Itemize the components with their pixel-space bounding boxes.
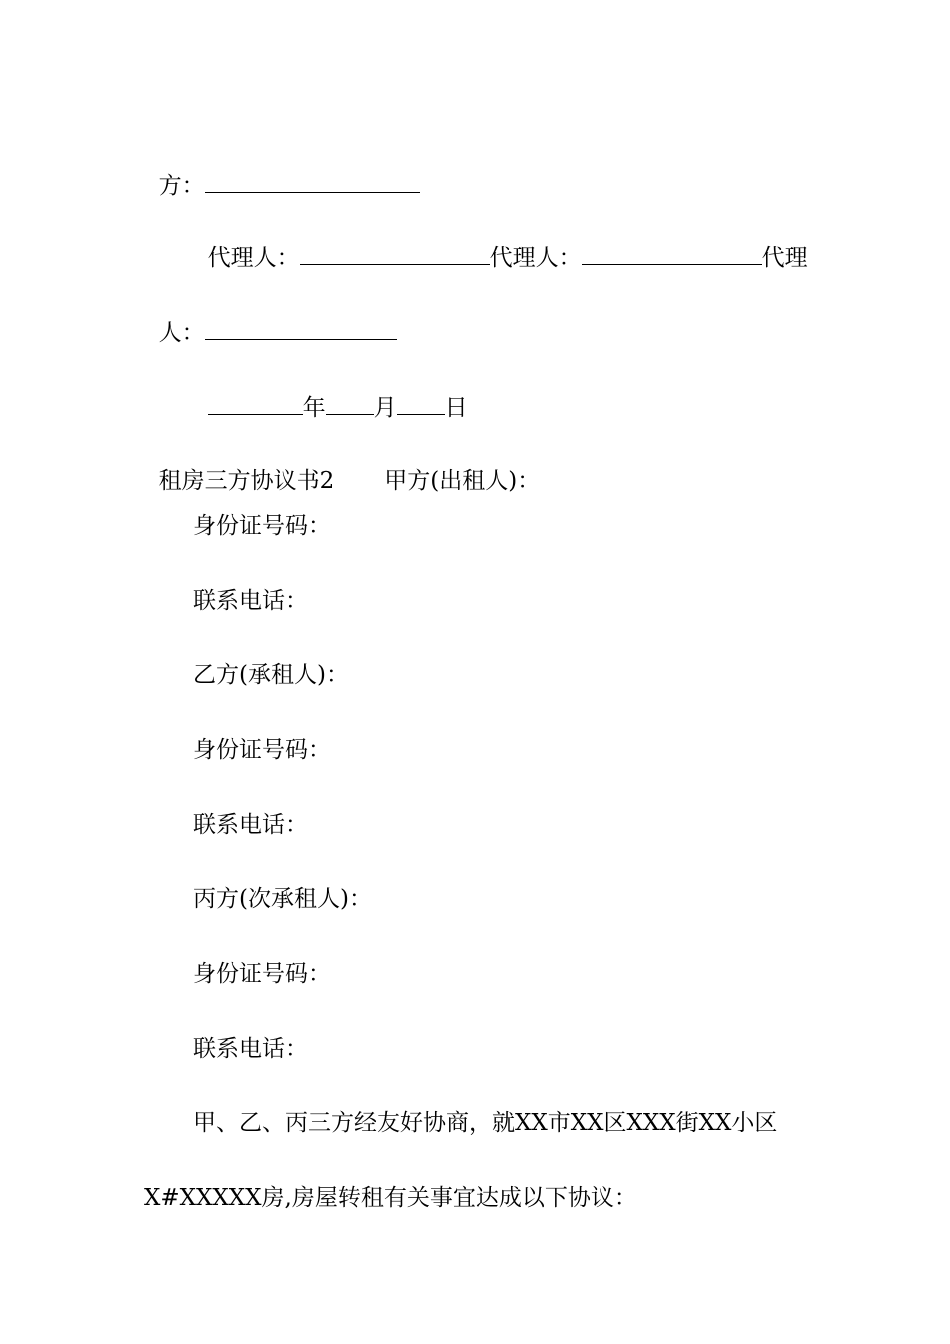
agent-label-1: 代理人： <box>207 245 300 271</box>
year-label: 年 <box>302 395 326 421</box>
text-line-agent-cont <box>144 287 397 348</box>
line-text: 联系电话： <box>193 1036 308 1062</box>
text-line-phone-a <box>193 586 308 616</box>
text-line-id-a <box>193 511 331 541</box>
blank-underline <box>205 317 397 340</box>
line-text: 联系电话： <box>193 588 308 614</box>
text-line-id-b <box>193 735 331 765</box>
blank-underline <box>582 242 762 265</box>
line-text: 联系电话： <box>193 812 308 838</box>
text-line-body-2 <box>144 1183 637 1213</box>
party-a-label: 甲方(出租人)： <box>384 468 541 494</box>
agreement-title: 租房三方协议书2 <box>158 468 335 494</box>
line-text: 甲、乙、丙三方经友好协商，就XX市XX区XXX街XX小区 <box>193 1110 778 1136</box>
line-text: 身份证号码： <box>193 513 331 539</box>
line-text: 乙方(承租人)： <box>193 662 349 688</box>
text-line-party-b <box>193 660 349 690</box>
agent-label-3: 代理 <box>761 245 808 271</box>
line-text: 身份证号码： <box>193 961 331 987</box>
text-line-agents <box>193 212 808 273</box>
month-blank <box>326 392 374 415</box>
text-line-party-fang <box>144 140 420 201</box>
day-blank <box>397 392 445 415</box>
line-text: X#XXXXX房,房屋转租有关事宜达成以下协议： <box>144 1185 637 1211</box>
line-text: 丙方(次承租人)： <box>193 886 372 912</box>
agent-label-2: 代理人： <box>489 245 582 271</box>
date-line <box>193 362 468 423</box>
line-text: 身份证号码： <box>193 737 331 763</box>
blank-underline <box>205 170 420 193</box>
line-text: 方： <box>158 173 205 199</box>
text-line-phone-b <box>193 810 308 840</box>
line-text: 人： <box>158 320 205 346</box>
text-line-party-c <box>193 884 372 914</box>
text-line-id-c <box>193 959 331 989</box>
text-line-body-1 <box>193 1108 777 1138</box>
year-blank <box>208 392 303 415</box>
text-line-title <box>144 436 540 496</box>
month-label: 月 <box>373 395 397 421</box>
blank-underline <box>300 242 490 265</box>
text-line-phone-c <box>193 1034 308 1064</box>
day-label: 日 <box>444 395 468 421</box>
